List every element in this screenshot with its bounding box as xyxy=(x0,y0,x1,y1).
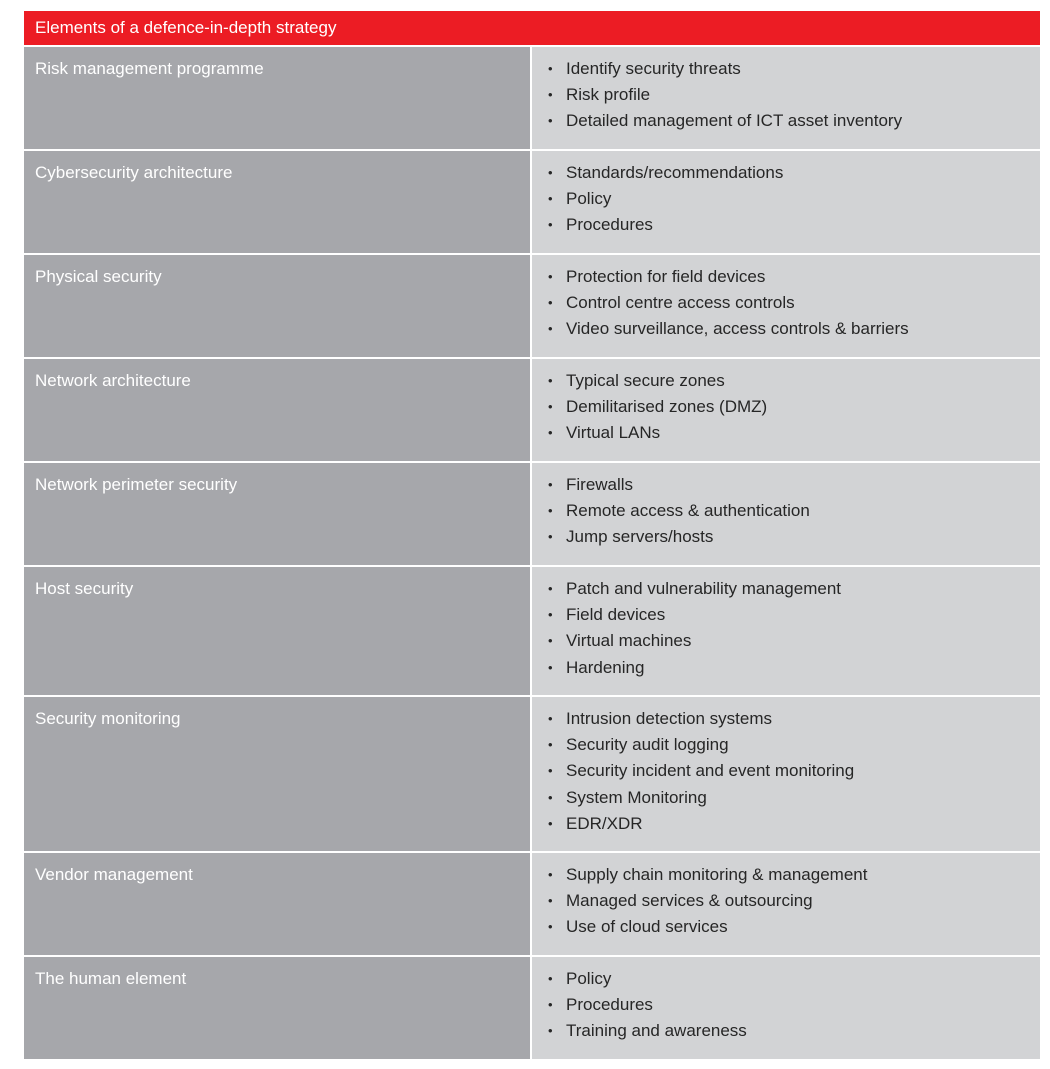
list-item: • EDR/XDR xyxy=(548,814,1040,840)
bullet-list xyxy=(548,579,1040,684)
list-item: • Field devices xyxy=(548,605,1040,631)
bullet-list xyxy=(548,475,1040,554)
list-item: • Remote access & authentication xyxy=(548,501,1040,527)
row-label: Security monitoring xyxy=(24,697,530,851)
row-label: Risk management programme xyxy=(24,47,530,149)
row-label: Cybersecurity architecture xyxy=(24,151,530,253)
list-item: • Virtual LANs xyxy=(548,423,1040,449)
row-items xyxy=(532,151,1040,253)
table-row xyxy=(24,851,1040,955)
list-item: • Jump servers/hosts xyxy=(548,527,1040,553)
table-row xyxy=(24,565,1040,695)
list-item: • Identify security threats xyxy=(548,59,1040,85)
bullet-list xyxy=(548,371,1040,450)
row-items xyxy=(532,957,1040,1059)
list-item: • Demilitarised zones (DMZ) xyxy=(548,397,1040,423)
list-item: • Security incident and event monitoring xyxy=(548,761,1040,787)
list-item: • Firewalls xyxy=(548,475,1040,501)
row-label: Physical security xyxy=(24,255,530,357)
row-items xyxy=(532,255,1040,357)
list-item: • Managed services & outsourcing xyxy=(548,891,1040,917)
row-items xyxy=(532,47,1040,149)
table-row xyxy=(24,695,1040,851)
list-item: • Protection for field devices xyxy=(548,267,1040,293)
bullet-list xyxy=(548,267,1040,346)
list-item: • Policy xyxy=(548,969,1040,995)
defence-in-depth-table xyxy=(24,11,1040,1059)
list-item: • Detailed management of ICT asset inventory xyxy=(548,111,1040,137)
list-item: • Risk profile xyxy=(548,85,1040,111)
table-row xyxy=(24,45,1040,149)
bullet-list xyxy=(548,163,1040,242)
row-label: Network perimeter security xyxy=(24,463,530,565)
list-item: • Control centre access controls xyxy=(548,293,1040,319)
table-body xyxy=(24,45,1040,1059)
table-row xyxy=(24,461,1040,565)
list-item: • Use of cloud services xyxy=(548,917,1040,943)
table-title: Elements of a defence-in-depth strategy xyxy=(24,11,1040,45)
list-item: • Procedures xyxy=(548,995,1040,1021)
table-row xyxy=(24,357,1040,461)
bullet-list xyxy=(548,865,1040,944)
list-item: • Standards/recommendations xyxy=(548,163,1040,189)
row-items xyxy=(532,697,1040,851)
bullet-list xyxy=(548,969,1040,1048)
list-item: • Procedures xyxy=(548,215,1040,241)
table-row xyxy=(24,253,1040,357)
row-label: The human element xyxy=(24,957,530,1059)
row-label: Network architecture xyxy=(24,359,530,461)
list-item: • Video surveillance, access controls & barriers xyxy=(548,319,1040,345)
list-item: • Patch and vulnerability management xyxy=(548,579,1040,605)
bullet-list xyxy=(548,59,1040,138)
list-item: • Typical secure zones xyxy=(548,371,1040,397)
row-items xyxy=(532,853,1040,955)
list-item: • Training and awareness xyxy=(548,1021,1040,1047)
list-item: • System Monitoring xyxy=(548,788,1040,814)
list-item: • Virtual machines xyxy=(548,631,1040,657)
row-label: Host security xyxy=(24,567,530,695)
list-item: • Policy xyxy=(548,189,1040,215)
list-item: • Hardening xyxy=(548,658,1040,684)
bullet-list xyxy=(548,709,1040,840)
list-item: • Security audit logging xyxy=(548,735,1040,761)
row-items xyxy=(532,567,1040,695)
table-row xyxy=(24,955,1040,1059)
row-items xyxy=(532,359,1040,461)
list-item: • Supply chain monitoring & management xyxy=(548,865,1040,891)
table-row xyxy=(24,149,1040,253)
row-items xyxy=(532,463,1040,565)
row-label: Vendor management xyxy=(24,853,530,955)
list-item: • Intrusion detection systems xyxy=(548,709,1040,735)
